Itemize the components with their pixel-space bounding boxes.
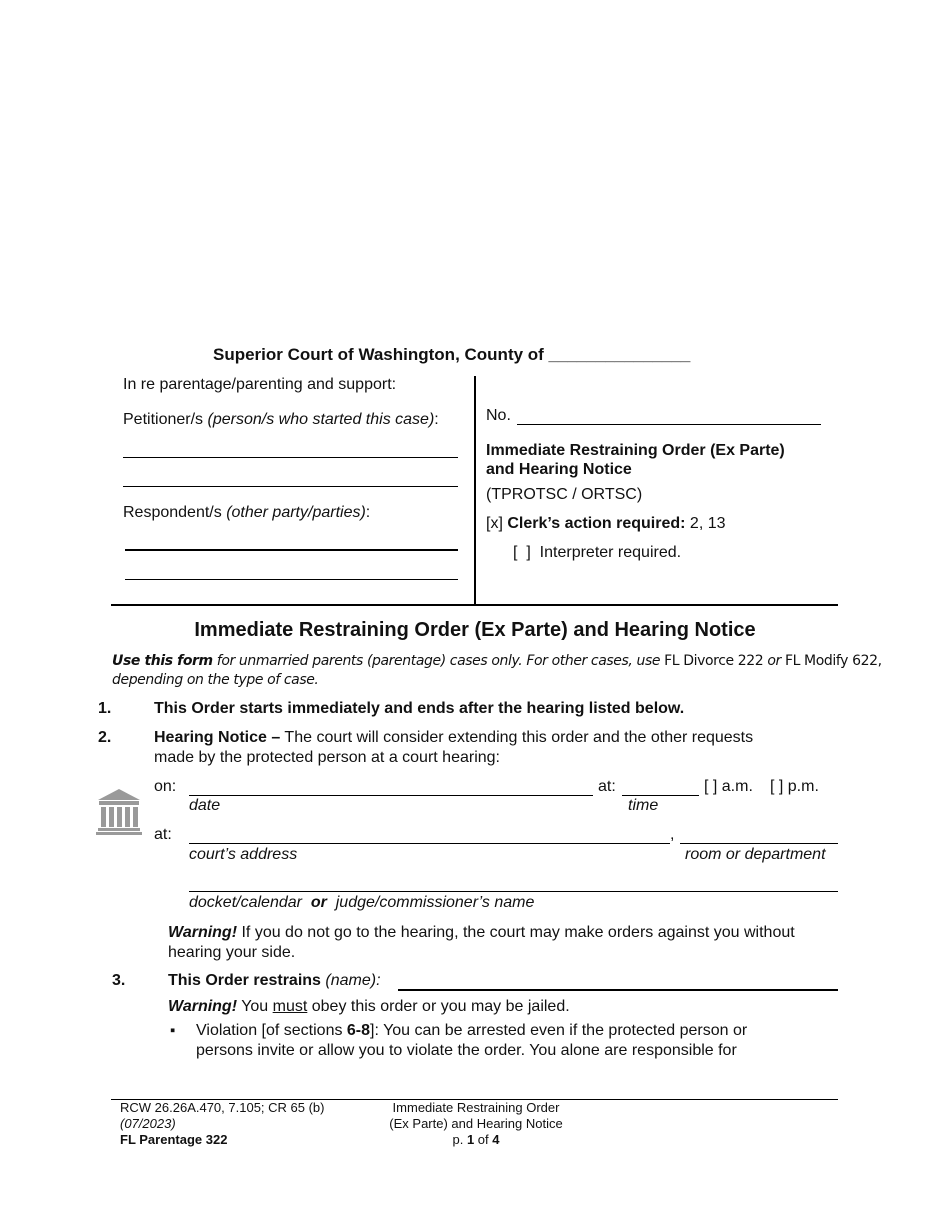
section-3-number: 3. [112, 972, 126, 989]
hearing-time-field[interactable] [622, 795, 699, 796]
footer-rcw: RCW 26.26A.470, 7.105; CR 65 (b) [120, 1100, 325, 1115]
court-title: Superior Court of Washington, County of _______________ [213, 345, 691, 364]
footer-title-1: Immediate Restraining Order [392, 1100, 560, 1115]
section-2-line2: made by the protected person at a court hearing: [154, 749, 500, 766]
time-caption: time [628, 797, 659, 814]
room-field[interactable] [680, 843, 838, 844]
section-2-line1: Hearing Notice – The court will consider extending this order and the other requests [154, 729, 754, 746]
interpreter-checkbox[interactable]: [ ] [513, 544, 531, 561]
warning-obey: Warning! You must obey this order or you may be jailed. [168, 998, 570, 1015]
am-checkbox[interactable]: [ ] a.m. [704, 778, 753, 795]
case-number-label: No. [486, 407, 511, 424]
hearing-date-field[interactable] [189, 795, 593, 796]
pm-checkbox[interactable]: [ ] p.m. [770, 778, 819, 795]
interpreter: [ ] Interpreter required. [513, 544, 682, 561]
page-title: Immediate Restraining Order (Ex Parte) and Hearing Notice [194, 619, 756, 641]
footer-page-number: p. 1 of 4 [452, 1132, 500, 1147]
address-comma: , [670, 826, 675, 843]
at-time-label: at: [598, 778, 616, 795]
docket-field[interactable] [189, 891, 838, 892]
violation-line1: Violation [of sections 6-8]: You can be arrested even if the protected person or [196, 1022, 748, 1039]
case-number-field[interactable] [517, 424, 821, 425]
restrained-name-field[interactable] [398, 989, 838, 991]
petitioner-line-2[interactable] [123, 486, 458, 487]
bullet-icon: ▪ [170, 1022, 176, 1039]
in-re-label: In re parentage/parenting and support: [123, 376, 397, 393]
clerk-action: [x] Clerk’s action required: 2, 13 [486, 515, 726, 532]
clerk-checkbox[interactable]: [x] [486, 515, 503, 532]
instructions-line2: depending on the type of case. [112, 672, 319, 688]
doc-code: (TPROTSC / ORTSC) [486, 486, 643, 503]
section-2-number: 2. [98, 729, 112, 746]
room-caption: room or department [685, 846, 826, 863]
instructions-line1: Use this form for unmarried parents (parentage) cases only. For other cases, use FL Divorce 222 or FL Modify 622, [112, 653, 882, 669]
on-label: on: [154, 778, 177, 795]
violation-line2: persons invite or allow you to violate the order. You alone are responsible for [196, 1042, 737, 1059]
court-address-field[interactable] [189, 843, 670, 844]
caption-divider [474, 376, 476, 605]
warning-hearing-line2: hearing your side. [168, 944, 296, 961]
caption-bottom-rule [111, 604, 838, 606]
petitioner-line-1[interactable] [123, 457, 458, 458]
at-address-label: at: [154, 826, 172, 843]
doc-title-line1: Immediate Restraining Order (Ex Parte) [486, 442, 785, 459]
petitioner-label: Petitioner/s (person/s who started this case): [123, 411, 439, 428]
date-caption: date [189, 797, 221, 814]
courthouse-icon [96, 788, 142, 836]
footer-form-id: FL Parentage 322 [120, 1132, 228, 1147]
section-3-label: This Order restrains (name): [168, 972, 381, 989]
footer-title-2: (Ex Parte) and Hearing Notice [389, 1116, 563, 1131]
address-caption: court’s address [189, 846, 298, 863]
section-1-number: 1. [98, 700, 112, 717]
respondent-line-2[interactable] [125, 579, 458, 580]
warning-hearing-line1: Warning! If you do not go to the hearing, the court may make orders against you without [168, 924, 795, 941]
respondent-label: Respondent/s (other party/parties): [123, 504, 371, 521]
doc-title-line2: and Hearing Notice [486, 461, 632, 478]
section-1-text: This Order starts immediately and ends after the hearing listed below. [154, 700, 685, 717]
docket-caption: docket/calendar or judge/commissioner’s name [189, 894, 535, 911]
respondent-line-1[interactable] [125, 549, 458, 551]
footer-date: (07/2023) [120, 1116, 176, 1131]
